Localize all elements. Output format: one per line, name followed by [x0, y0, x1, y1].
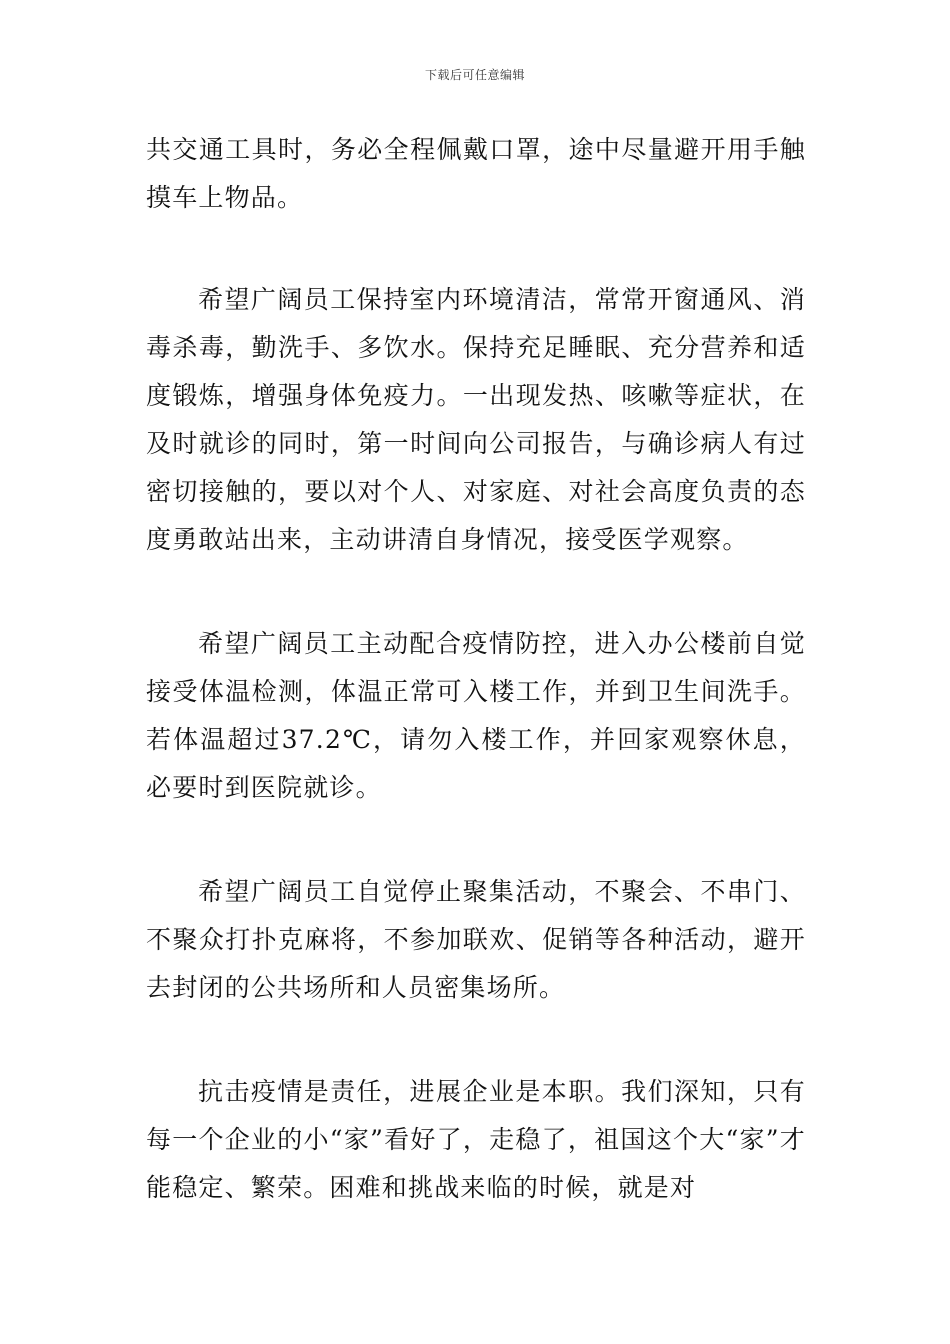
paragraph-temperature-check: 希望广阔员工主动配合疫情防控，进入办公楼前自觉接受体温检测，体温正常可入楼工作，并到卫生间洗手。若体温超过37.2℃，请勿入楼工作，并回家观察休息，必要时到医院就诊。: [146, 629, 806, 802]
paragraph-spacer: [146, 812, 806, 868]
paragraph-spacer: [146, 564, 806, 620]
paragraph-spacer: [146, 222, 806, 276]
paragraph-responsibility: 抗击疫情是责任，进展企业是本职。我们深知，只有每一个企业的小“家”看好了，走稳了，祖国这个大“家”才能稳定、繁荣。困难和挑战来临的时候，就是对: [146, 1077, 806, 1202]
document-body: [146, 126, 806, 1212]
paragraph-hygiene: 希望广阔员工保持室内环境清洁，常常开窗通风、消毒杀毒，勤洗手、多饮水。保持充足睡眠、充分营养和适度锻炼，增强身体免疫力。一出现发热、咳嗽等症状，在及时就诊的同时，第一时间向公司报告，与确诊病人有过密切接触的，要以对个人、对家庭、对社会高度负责的态度勇敢站出来，主动讲清自身情况，接受医学观察。: [146, 285, 806, 554]
paragraph-no-gathering: 希望广阔员工自觉停止聚集活动，不聚会、不串门、不聚众打扑克麻将，不参加联欢、促销等各种活动，避开去封闭的公共场所和人员密集场所。: [146, 877, 806, 1002]
paragraph-spacer: [146, 1012, 806, 1068]
paragraph-continued: 共交通工具时，务必全程佩戴口罩，途中尽量避开用手触摸车上物品。: [146, 135, 806, 212]
page-header: 下载后可任意编辑: [424, 68, 525, 82]
